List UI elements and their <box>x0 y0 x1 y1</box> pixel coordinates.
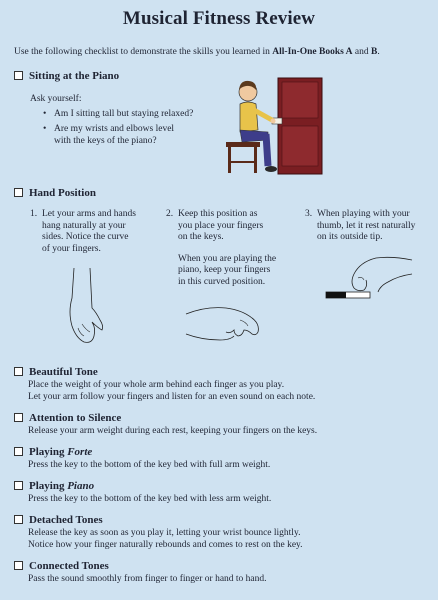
checkbox-icon[interactable] <box>14 413 23 422</box>
item-description: Press the key to the bottom of the key bed with less arm weight. <box>28 494 272 504</box>
step-line: on the keys. <box>178 232 224 242</box>
item-heading: Beautiful Tone <box>29 366 98 378</box>
item-description: Press the key to the bottom of the key bed with full arm weight. <box>28 460 271 470</box>
black-key <box>326 292 346 298</box>
bullet-text-cont: with the keys of the piano? <box>54 136 157 146</box>
boy-shirt <box>240 102 258 132</box>
step-line: on its outside tip. <box>317 232 383 242</box>
step-line: you place your fingers <box>178 220 264 231</box>
bullet-dot: • <box>43 109 47 119</box>
sitting-heading: Sitting at the Piano <box>29 70 120 82</box>
step-line: When playing with your <box>317 209 410 219</box>
piano-panel <box>282 82 318 118</box>
step-line: in this curved position. <box>178 276 266 287</box>
step-number: 2. <box>166 209 174 219</box>
checkbox-icon[interactable] <box>14 367 23 376</box>
section-hand-position <box>14 187 96 199</box>
item-detached-tones <box>14 514 103 526</box>
step-line: of your fingers. <box>42 243 101 254</box>
intro-text <box>14 47 380 57</box>
chair-leg <box>254 147 257 173</box>
item-description: Notice how your finger naturally rebounds and comes to rest on the key. <box>28 540 303 550</box>
step-line: piano, keep your fingers <box>178 265 271 275</box>
boy-hand <box>271 119 276 124</box>
boy-at-piano-illustration <box>222 66 340 178</box>
intro-book-b: B <box>371 47 378 57</box>
item-playing-forte <box>14 446 92 458</box>
step-text <box>42 209 136 255</box>
bullet-text: Am I sitting tall but staying relaxed? <box>54 109 194 119</box>
checkbox-icon[interactable] <box>14 188 23 197</box>
step-line: sides. Notice the curve <box>42 232 129 242</box>
intro-and: and <box>352 47 372 57</box>
intro-before: Use the following checklist to demonstrate the skills you learned in <box>14 47 273 57</box>
checkbox-icon[interactable] <box>14 561 23 570</box>
checkbox-icon[interactable] <box>14 481 23 490</box>
step-text <box>317 209 415 244</box>
item-heading-italic: Piano <box>67 480 95 492</box>
chair-seat <box>226 142 260 147</box>
item-heading-italic: Forte <box>67 446 93 458</box>
checkbox-icon[interactable] <box>14 515 23 524</box>
step-number: 1. <box>30 209 38 219</box>
bullet-text: Are my wrists and elbows level <box>54 124 175 134</box>
step-line: hang naturally at your <box>42 220 126 231</box>
item-heading: Attention to Silence <box>29 412 122 424</box>
step-line: Let your arms and hands <box>42 209 136 219</box>
item-beautiful-tone <box>14 366 98 378</box>
item-heading: Detached Tones <box>29 514 103 526</box>
item-description: Let your arm follow your fingers and listen for an even sound on each note. <box>28 392 316 402</box>
thumb-on-key-illustration <box>322 256 418 306</box>
chair-leg <box>228 147 231 173</box>
bullet-dot: • <box>43 124 47 134</box>
step-line: Keep this position as <box>178 209 258 219</box>
item-connected-tones <box>14 560 109 572</box>
ask-yourself: Ask yourself: <box>30 94 82 104</box>
item-attention-to-silence <box>14 412 121 424</box>
item-description: Release your arm weight during each rest, keeping your fingers on the keys. <box>28 426 318 436</box>
checkbox-icon[interactable] <box>14 447 23 456</box>
intro-period: . <box>377 47 380 57</box>
step-line: When you are playing the <box>178 253 277 264</box>
step-line: thumb, let it rest naturally <box>317 220 416 231</box>
hand-heading: Hand Position <box>29 187 96 199</box>
item-description: Pass the sound smoothly from finger to finger or hand to hand. <box>28 574 267 584</box>
intro-book-a: All-In-One Books A <box>272 47 353 57</box>
boy-shoe <box>265 166 277 172</box>
step-text <box>178 209 276 288</box>
chair-rung <box>228 161 257 163</box>
page-title: Musical Fitness Review <box>122 8 316 29</box>
section-sitting <box>14 70 119 82</box>
item-heading: Playing <box>29 480 68 492</box>
piano-lower-panel <box>282 126 318 166</box>
boy-leg <box>266 134 268 166</box>
item-description: Release the key as soon as you play it, letting your wrist bounce lightly. <box>28 528 301 538</box>
item-heading: Playing <box>29 446 68 458</box>
curved-hand-illustration <box>186 300 266 345</box>
hanging-hand-illustration <box>62 268 112 348</box>
checkbox-icon[interactable] <box>14 71 23 80</box>
item-description: Place the weight of your whole arm behind each finger as you play. <box>28 380 285 390</box>
item-playing-piano <box>14 480 94 492</box>
item-heading: Connected Tones <box>29 560 109 572</box>
step-number: 3. <box>305 209 313 219</box>
